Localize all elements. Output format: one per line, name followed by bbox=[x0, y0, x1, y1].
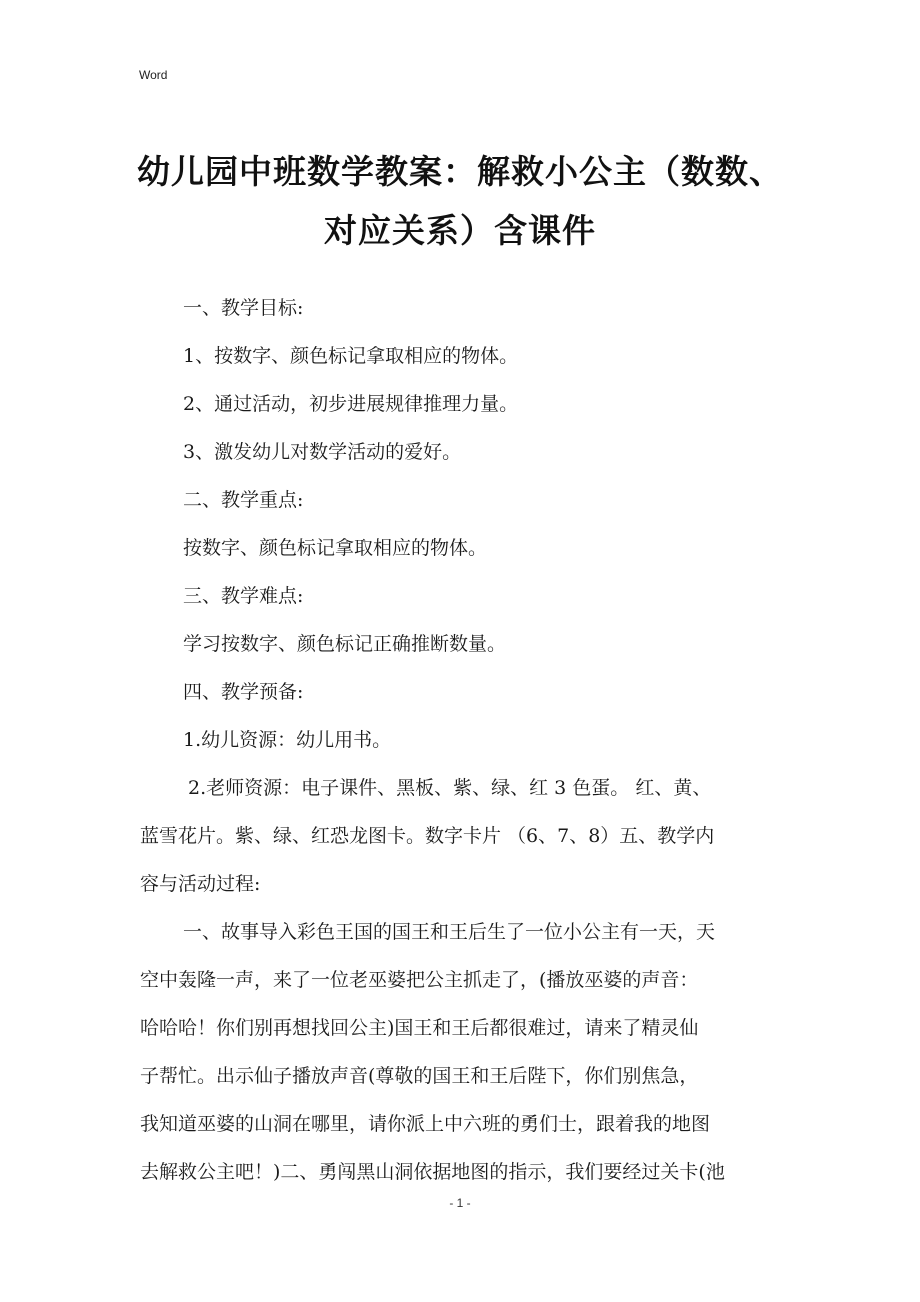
paragraph-line: 哈哈哈！你们别再想找回公主)国王和王后都很难过，请来了精灵仙 bbox=[140, 1017, 699, 1039]
section-heading-key-points: 二、教学重点: bbox=[183, 489, 304, 511]
objective-item-1: 1、按数字、颜色标记拿取相应的物体。 bbox=[183, 345, 519, 367]
story-paragraph bbox=[140, 908, 786, 1196]
paragraph-line: 2.老师资源：电子课件、黑板、紫、绿、红 3 色蛋。 红、黄、 bbox=[188, 777, 712, 799]
key-points-text: 按数字、颜色标记拿取相应的物体。 bbox=[183, 537, 488, 559]
page-number: - 1 - bbox=[449, 1196, 471, 1210]
paragraph-line: 容与活动过程: bbox=[140, 873, 261, 895]
title-line-2: 对应关系）含课件 bbox=[324, 211, 596, 250]
preparation-item-2 bbox=[140, 764, 786, 908]
paragraph-line: 空中轰隆一声，来了一位老巫婆把公主抓走了，(播放巫婆的声音： bbox=[140, 969, 699, 991]
section-heading-objectives: 一、教学目标: bbox=[183, 297, 304, 319]
section-heading-difficulties: 三、教学难点: bbox=[183, 585, 304, 607]
document-title bbox=[120, 142, 800, 260]
paragraph-line: 一、故事导入彩色王国的国王和王后生了一位小公主有一天，天 bbox=[183, 921, 716, 943]
paragraph-line: 去解救公主吧！)二、勇闯黑山洞依据地图的指示，我们要经过关卡(池 bbox=[140, 1161, 725, 1183]
section-heading-preparation: 四、教学预备: bbox=[183, 681, 304, 703]
paragraph-line: 蓝雪花片。紫、绿、红恐龙图卡。数字卡片 （6、7、8）五、教学内 bbox=[140, 825, 715, 847]
paragraph-line: 我知道巫婆的山洞在哪里，请你派上中六班的勇们士，跟着我的地图 bbox=[140, 1113, 711, 1135]
title-line-1: 幼儿园中班数学教案：解救小公主（数数、 bbox=[137, 152, 783, 191]
document-body bbox=[140, 284, 786, 1196]
header-label: Word bbox=[139, 68, 168, 82]
objective-item-3: 3、激发幼儿对数学活动的爱好。 bbox=[183, 441, 462, 463]
difficulties-text: 学习按数字、颜色标记正确推断数量。 bbox=[183, 633, 507, 655]
objective-item-2: 2、通过活动，初步进展规律推理力量。 bbox=[183, 393, 519, 415]
paragraph-line: 子帮忙。出示仙子播放声音(尊敬的国王和王后陛下，你们别焦急， bbox=[140, 1065, 699, 1087]
preparation-item-1: 1.幼儿资源：幼儿用书。 bbox=[183, 729, 392, 751]
